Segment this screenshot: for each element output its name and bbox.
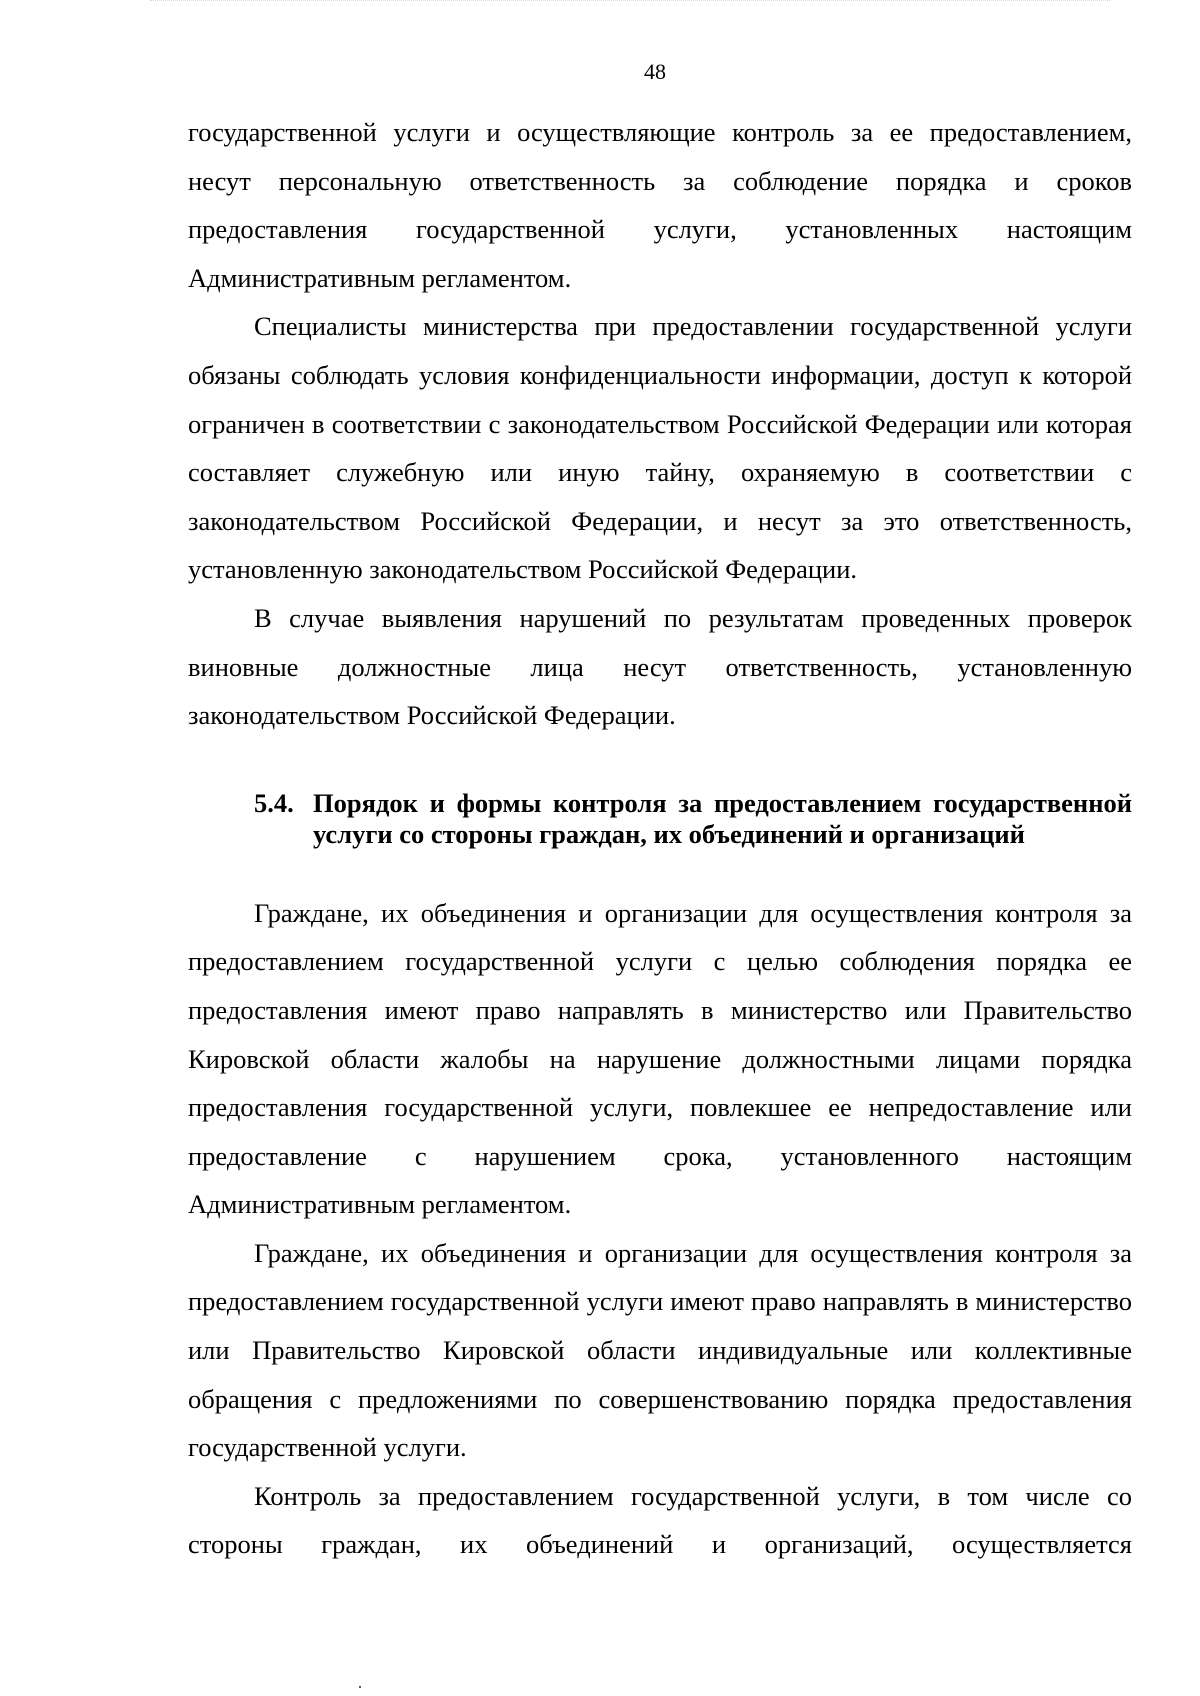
section-heading: [188, 788, 1132, 851]
page-number: 48: [644, 59, 666, 84]
document-body: [188, 108, 1132, 1569]
section-number: 5.4.: [254, 787, 294, 818]
paragraph-complaints: Граждане, их объединения и организации для осуществления контроля за предоставлением государственной услуги с целью соблюдения порядка ее предоставления имеют право направлять в министерство или Правительство Кировской области жалобы на нарушение должностными лицами порядка предоставления государственной услуги, повлекшее ее непредоставление или предоставление с нарушением срока, установленного настоящим Административным регламентом.: [188, 897, 1132, 1220]
section-title: Порядок и формы контроля за предоставлением государственной услуги со стороны граждан, их объединений и организаций: [313, 787, 1132, 850]
paragraph-proposals: Граждане, их объединения и организации для осуществления контроля за предоставлением государственной услуги имеют право направлять в министерство или Правительство Кировской области индивидуальные или коллективные обращения с предложениями по совершенствованию порядка предоставления государственной услуги.: [188, 1237, 1132, 1463]
paragraph-continuation: государственной услуги и осуществляющие контроль за ее предоставлением, несут персональную ответственность за соблюдение порядка и сроков предоставления государственной услуги, установленных настоящим Административным регламентом.: [188, 117, 1132, 293]
paragraph-confidentiality: Специалисты министерства при предоставлении государственной услуги обязаны соблюдать условия конфиденциальности информации, доступ к которой ограничен в соответствии с законодательством Российской Федерации или которая составляет служебную или иную тайну, охраняемую в соответствии с законодательством Российской Федерации, и несут за это ответственность, установленную законодательством Российской Федерации.: [188, 311, 1132, 585]
paragraph-violations: В случае выявления нарушений по результатам проведенных проверок виновные должностные лица несут ответственность, установленную законодательством Российской Федерации.: [188, 602, 1132, 731]
paragraph-control: Контроль за предоставлением государственной услуги, в том числе со стороны граждан, их объединений и организаций, осуществляется: [188, 1480, 1132, 1560]
scan-speck: [359, 1686, 361, 1688]
scan-edge-marks: [150, 0, 1110, 3]
